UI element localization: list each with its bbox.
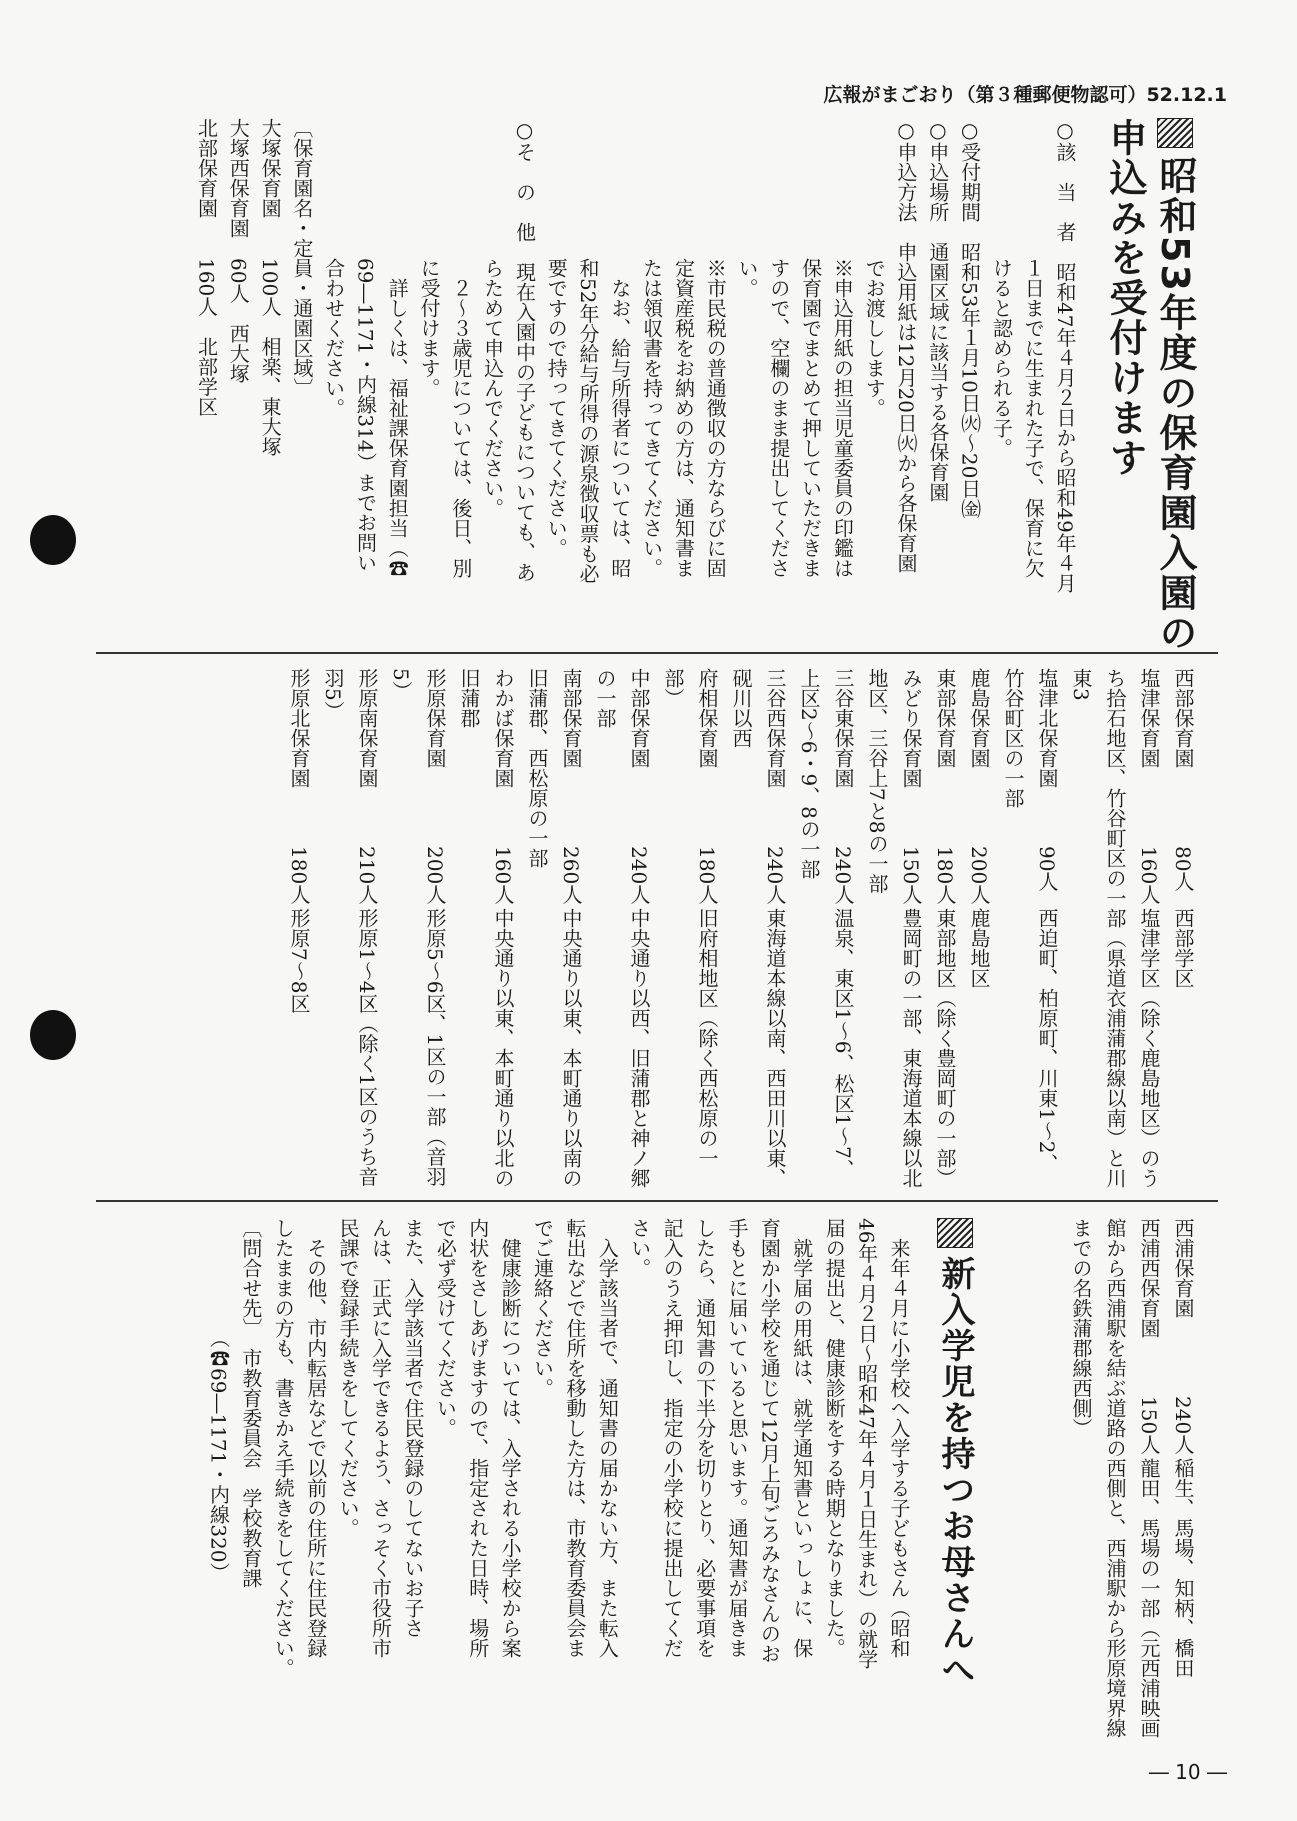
masthead: 広報がまごおり（第３種郵便物認可）52.12.1	[823, 84, 1227, 106]
table-row	[724, 668, 792, 1188]
nursery-capacity: 160人	[491, 846, 515, 905]
body-line: 和52年分給与所得の源泉徴収票も必	[576, 118, 601, 584]
body-line: んは、正式に入学できるよう、さっそく市役所市	[368, 1218, 393, 1658]
body-line: 〔保育園名・定員・通園区域〕	[289, 118, 314, 398]
body-line: 就学届の用紙は、就学通知書といっしょに、保	[789, 1218, 814, 1658]
body-line: 詳しくは、福祉課保育園担当（☎	[385, 118, 410, 578]
nursery-table-body	[282, 668, 1200, 1188]
table-row	[588, 668, 656, 1188]
article-body	[190, 118, 1080, 618]
binder-hole-top	[30, 515, 76, 565]
nursery-area: 中央通り以東、本町通り以南の旧蒲郡、西松原の一部	[525, 668, 583, 1188]
table-row	[384, 668, 452, 1188]
table-row	[1064, 668, 1166, 1188]
nursery-area: 西迫町、柏原町、川東1～2、竹谷町区の一部	[1001, 668, 1059, 1174]
body-line: たは領収書を持ってきてください。	[639, 118, 664, 578]
table-row	[520, 668, 588, 1188]
table-row	[656, 668, 724, 1188]
nursery-name: 形原北保育園	[287, 668, 311, 788]
nursery-name: みどり保育園	[899, 668, 923, 788]
nursery-name: 西部保育園	[1171, 668, 1195, 768]
body-line: ○受付期間 昭和53年１月10日㈫～20日㈮	[957, 118, 982, 519]
nursery-name: 中部保育園	[627, 668, 651, 768]
nursery-capacity: 260人	[559, 846, 583, 905]
body-line: （☎69―1171・内線320）	[206, 1218, 231, 1583]
body-line: 大塚保育園 100人 相楽、東大塚	[258, 118, 283, 457]
body-line: すので、空欄のまま提出してくださ	[766, 118, 791, 578]
nursery-name: 塩津北保育園	[1035, 668, 1059, 788]
nursery-name: 鹿島保育園	[967, 668, 991, 768]
nursery-capacity: 240人	[1171, 1396, 1195, 1455]
nursery-area: 温泉、東区1～6、松区1～7、上区2～6・9、8の一部	[797, 668, 855, 1179]
body-line: らためて申込んでください。	[480, 118, 505, 518]
body-line: 保育園でまとめて押していただきま	[798, 118, 823, 578]
nursery-table	[90, 668, 1200, 1188]
nursery-name: 西浦西保育園	[1137, 1218, 1161, 1338]
body-line: 届の提出と、健康診断をする時期となりました。	[822, 1218, 847, 1658]
table-row	[282, 668, 316, 1188]
nursery-capacity: 80人	[1171, 846, 1195, 892]
table-row	[928, 668, 962, 1188]
body-line: さい。	[627, 1218, 652, 1278]
nursery-name: わかば保育園	[491, 668, 515, 788]
binder-hole-bottom	[30, 1010, 76, 1060]
body-line: ○申込場所 通園区域に該当する各保育園	[925, 118, 950, 502]
nursery-capacity: 240人	[763, 846, 787, 905]
body-line: 民課で登録手続きをしてください。	[336, 1218, 361, 1538]
table-row	[996, 668, 1064, 1188]
article-title	[930, 1218, 980, 1738]
nursery-capacity: 180人	[933, 846, 957, 905]
body-line: ○該 当 者 昭和47年４月２日から昭和49年４月	[1053, 118, 1077, 593]
nursery-capacity: 240人	[831, 846, 855, 905]
body-line: 46年４月２日～昭和47年４月１日生まれ）の就学	[854, 1218, 879, 1669]
table-row	[1166, 668, 1200, 1188]
body-line: ※申込用紙の担当児童委員の印鑑は	[830, 118, 855, 578]
body-line: 育園か小学校を通じて12月上旬ごろみなさんのお	[757, 1218, 782, 1664]
article-body	[202, 1218, 915, 1738]
body-line: 入学該当者で、通知書の届かない方、また転入	[595, 1218, 620, 1658]
body-line: 要ですので持ってきてください。	[544, 118, 569, 558]
table-row	[962, 668, 996, 1188]
nursery-name: 形原南保育園	[355, 668, 379, 788]
nursery-area: 東部地区（除く豊岡町の一部）	[933, 908, 957, 1188]
body-line: 健康診断については、入学される小学校から案	[498, 1218, 523, 1658]
body-line: 大塚西保育園 60人 西大塚	[226, 118, 251, 384]
title-line-2: 申込みを受付けます	[1103, 118, 1147, 478]
nursery-name: 三谷東保育園	[831, 668, 855, 788]
nursery-name: 府相保育園	[695, 668, 719, 768]
nursery-capacity: 180人	[695, 846, 719, 905]
nursery-area: 形原1～4区（除く1区のうち音羽5）	[321, 668, 379, 1187]
bottom-section	[90, 1218, 1200, 1758]
title-line: 新入学児を持つお母さんへ	[935, 1256, 975, 1688]
section-divider	[96, 652, 1218, 654]
body-line: 来年４月に小学校へ入学する子どもさん（昭和	[887, 1218, 911, 1658]
nursery-capacity: 160人	[1137, 846, 1161, 905]
body-line: その他、市内転居などで以前の住所に住民登録	[303, 1218, 328, 1658]
nursery-capacity: 150人	[1137, 1396, 1161, 1455]
nursery-capacity: 180人	[287, 846, 311, 905]
nursery-capacity: 90人	[1035, 846, 1059, 892]
nursery-area: 塩津学区（除く鹿島地区）のうち拾石地区、竹谷町区の一部（県道衣浦蒲郡線以南）と川東3	[1069, 668, 1161, 1188]
title-line-1: 昭和53年度の保育園入園の	[1153, 156, 1197, 653]
nursery-capacity: 200人	[423, 846, 447, 905]
body-line: でお渡しします。	[862, 118, 887, 418]
article-nursery-application	[90, 118, 1200, 653]
table-row	[860, 668, 928, 1188]
nursery-area: 稲生、馬場、知柄、橋田	[1171, 1458, 1195, 1678]
body-line: したら、通知書の下半分を切りとり、必要事項を	[692, 1218, 717, 1658]
body-line: また、入学該当者で住民登録のしてないお子さ	[400, 1218, 425, 1638]
body-line: ※市民税の普通徴収の方ならびに固	[703, 118, 728, 578]
body-line: ○申込方法 申込用紙は12月20日㈫から各保育園	[894, 118, 919, 573]
nursery-area: 形原5～6区、1区の一部（音羽5）	[389, 668, 447, 1187]
nursery-area: 豊岡町の一部、東海道本線以北地区、三谷上7と8の一部	[865, 668, 923, 1188]
nursery-area: 東海道本線以南、西田川以東、砚川以西	[729, 668, 787, 1188]
nursery-name: 南部保育園	[559, 668, 583, 768]
nursery-table-continued	[1064, 1218, 1200, 1738]
body-line: 定資産税をお納めの方は、通知書ま	[671, 118, 696, 578]
table-row	[1064, 1218, 1166, 1738]
article-title	[1100, 118, 1200, 653]
nursery-capacity: 210人	[355, 846, 379, 905]
nursery-name: 東部保育園	[933, 668, 957, 768]
body-line: い。	[735, 118, 760, 298]
body-line: で必ず受けてください。	[433, 1218, 458, 1438]
nursery-area: 鹿島地区	[967, 908, 991, 988]
nursery-capacity: 240人	[627, 846, 651, 905]
page-number: ― 10 ―	[1148, 1760, 1227, 1784]
hatch-mark-icon	[1157, 118, 1193, 148]
body-line: 記入のうえ押印し、指定の小学校に提出してくだ	[660, 1218, 685, 1658]
section-divider	[96, 1200, 1218, 1202]
nursery-area: 形原7～8区	[287, 908, 311, 1014]
body-line: なお、給与所得者については、昭	[607, 118, 632, 578]
nursery-name: 三谷西保育園	[763, 668, 787, 788]
body-line: けると認められる子。	[989, 118, 1014, 458]
nursery-area: 龍田、馬場の一部（元西浦映画館から西浦駅を結ぶ道路の西側と、西浦駅から形原境界線までの名鉄蒲郡線西側）	[1069, 1218, 1161, 1738]
body-line: 内状をさしあげますので、指定された日時、場所	[465, 1218, 490, 1658]
body-line: 〔問合せ先〕 市教育委員会 学校教育課	[238, 1218, 263, 1588]
nursery-name: 西浦保育園	[1171, 1218, 1195, 1318]
nursery-name: 形原保育園	[423, 668, 447, 768]
body-line: でご連絡ください。	[530, 1218, 555, 1398]
body-line: 転出などで住所を移動した方は、市教育委員会ま	[562, 1218, 587, 1658]
table-row	[1166, 1218, 1200, 1738]
body-line: 手もとに届いていると思います。通知書が届きま	[724, 1218, 749, 1658]
nursery-area: 旧府相地区（除く西松原の一部）	[661, 668, 719, 1168]
nursery-capacity: 200人	[967, 846, 991, 905]
nursery-name: 塩津保育園	[1137, 668, 1161, 768]
nursery-area: 西部学区	[1171, 908, 1195, 988]
body-line: ○そ の 他 現在入園中の子どもについても、あ	[512, 118, 537, 582]
body-line: １日までに生まれた子で、保育に欠	[1021, 118, 1046, 578]
body-line: 69―1171・内線314）までお問い	[353, 118, 378, 573]
table-row	[792, 668, 860, 1188]
nursery-capacity: 150人	[899, 846, 923, 905]
body-line: したままの方も、書きかえ手続きをしてください。	[271, 1218, 296, 1678]
table-row	[452, 668, 520, 1188]
body-line: 北部保育園 160人 北部学区	[194, 118, 219, 417]
body-line: に受付けます。	[417, 118, 442, 398]
table-row	[316, 668, 384, 1188]
nursery-area: 中央通り以東、本町通り以北の旧蒲郡	[457, 668, 515, 1188]
nursery-area: 中央通り以西、旧蒲郡と神ノ郷の一部	[593, 668, 651, 1188]
body-line: 合わせください。	[321, 118, 346, 418]
hatch-mark-icon	[937, 1218, 973, 1248]
body-line: ２～３歳児については、後日、別	[448, 118, 473, 578]
